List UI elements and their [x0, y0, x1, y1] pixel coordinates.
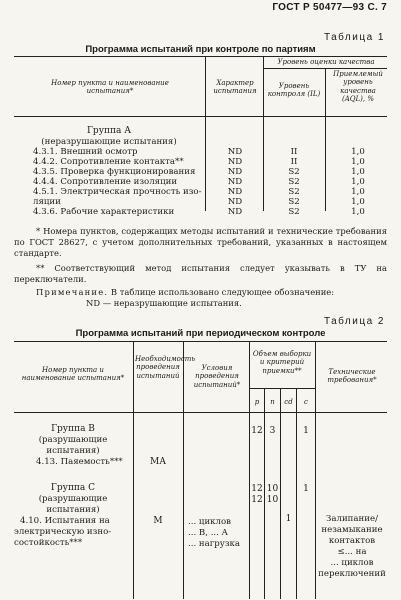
table2-title: Программа испытаний при периодическом контроле: [75, 328, 326, 339]
groupC-item1: 4.10. Испытания на: [20, 516, 110, 526]
table2-col-item: Номер пункта и наименование испытания*: [21, 366, 125, 383]
table1-col-character: Характер испытания: [213, 79, 257, 96]
table1-row-char: ND: [227, 177, 243, 187]
table1-col-aql: Приемлемый уровень качества (AQL), %: [333, 70, 383, 104]
table2-vline-3: [249, 341, 250, 599]
table1-row-aql: 1,0: [351, 147, 365, 157]
table1-row-item: ляции: [33, 197, 61, 207]
table1-col-item: Номер пункта и наименование испытания*: [51, 79, 169, 96]
groupC-sub1: (разрушающие: [38, 494, 108, 504]
groupC-cond1: ... циклов: [188, 517, 232, 527]
table1-row-il: S2: [288, 207, 300, 217]
table1-aql-col: [330, 147, 386, 217]
table1-row-char: ND: [227, 207, 243, 217]
groupB-n: 3: [269, 426, 276, 436]
table2-vline-5: [280, 388, 281, 599]
table2-header-rule: [14, 412, 387, 413]
table1-char-col: [210, 147, 260, 217]
table2-top-rule: [14, 341, 387, 342]
table1-row-item: 4.5.1. Электрическая прочность изо-: [33, 187, 202, 197]
groupC-n2: 10: [266, 495, 279, 505]
table1-row-char: ND: [227, 197, 243, 207]
table1-row-il: II: [290, 157, 298, 167]
table1-row-aql: 1,0: [351, 177, 365, 187]
groupC-item2: электрическую изно-: [14, 527, 112, 537]
remark-text: В таблице использовано следующее обозначение:: [110, 287, 335, 297]
table1-row-il: S2: [288, 177, 300, 187]
table1-row-char: ND: [227, 157, 243, 167]
table1-row-il: S2: [288, 197, 300, 207]
table1-row-aql: 1,0: [351, 187, 365, 197]
table1-row-aql: 1,0: [351, 167, 365, 177]
table1-row-il: S2: [288, 187, 300, 197]
groupB-sub2: испытания): [46, 446, 100, 456]
table1-group-name: Группа А: [86, 126, 132, 136]
table2-vline-2: [183, 341, 184, 599]
groupB-c: 1: [303, 426, 309, 436]
groupC-req2: незамыкание: [321, 525, 383, 535]
table1-row-aql: 1,0: [351, 157, 365, 167]
groupC-cond3: ... нагрузка: [188, 539, 241, 549]
groupC-name: Группа С: [50, 483, 96, 493]
table1-row-item: 4.3.1. Внешний осмотр: [33, 147, 138, 157]
table1-row-char: ND: [227, 167, 243, 177]
table1-items: [33, 147, 205, 217]
table1-row-char: ND: [227, 147, 243, 157]
remark-label: Примечание.: [36, 287, 109, 297]
remark-nd: ND — неразрушающие испытания.: [86, 298, 242, 308]
table1-title: Программа испытаний при контроле по партиям: [85, 44, 316, 55]
table2-col-volume: Объем выборки и критерий приемки**: [252, 350, 312, 375]
table1-group-sub: (неразрушающие испытания): [41, 137, 177, 147]
page-header: ГОСТ Р 50477—93 С. 7: [272, 2, 387, 13]
table1-vline-2: [263, 56, 264, 211]
footnote-2: ** Соответствующий метод испытания следует указывать в ТУ на переключатели.: [14, 263, 387, 284]
table2-col-cond: Условия проведения испытаний*: [193, 364, 241, 389]
table2-col-c: c: [304, 398, 308, 406]
table1-il-col: [266, 147, 322, 217]
groupC-need: М: [153, 516, 163, 526]
table1-col-quality: Уровень оценки качества: [277, 58, 375, 66]
table1-row-item: 4.4.4. Сопротивление изоляции: [33, 177, 178, 187]
groupC-sub2: испытания): [46, 505, 100, 515]
table2-col-cd: cd: [284, 398, 293, 406]
table2-sub-rule: [249, 388, 315, 389]
table2-col-req: Технические требования*: [327, 368, 377, 385]
table1-row-item: 4.3.5. Проверка функционирования: [33, 167, 196, 177]
table2-col-need: Необходимость проведения испытаний: [135, 355, 196, 380]
groupB-sub1: (разрушающие: [38, 435, 108, 445]
table1-row-aql: 1,0: [351, 207, 365, 217]
table1-row-il: S2: [288, 167, 300, 177]
groupC-n1: 10: [266, 484, 279, 494]
table1-header-rule: [14, 116, 387, 117]
table2-col-p: p: [254, 398, 260, 406]
table1-vline-3: [325, 68, 326, 211]
table2-vline-1: [133, 341, 134, 599]
groupC-c1: 1: [303, 484, 309, 494]
footnote-1: * Номера пунктов, содержащих методы испытаний и технические требования по ГОСТ 28627, с учетом дополнительных требований, указанных в настоящем стандарте.: [14, 226, 387, 258]
table2-col-n: n: [270, 398, 275, 406]
groupC-cd: 1: [285, 514, 292, 524]
remark: [36, 287, 387, 298]
table1-row-item: 4.3.6. Рабочие характеристики: [33, 207, 175, 217]
groupB-p: 12: [251, 426, 263, 436]
groupC-item3: состойкость***: [14, 538, 83, 548]
table1-vline-1: [205, 56, 206, 211]
groupB-need: МА: [149, 457, 167, 467]
table1-row-aql: 1,0: [351, 197, 365, 207]
groupB-name: Группа В: [51, 424, 95, 434]
table1-row-item: 4.4.2. Сопротивление контакта**: [33, 157, 184, 167]
groupC-req5: ... циклов: [330, 558, 374, 568]
table1-top-rule: [14, 56, 387, 57]
groupC-p2: 12: [251, 495, 263, 505]
groupC-req6: переключений: [318, 569, 386, 579]
table1-col-il: Уровень контроля (IL): [267, 82, 321, 99]
groupC-req1: Залипание/: [326, 514, 378, 524]
groupC-req4: ≤... на: [337, 547, 367, 557]
table1-row-char: ND: [227, 187, 243, 197]
groupC-p1: 12: [251, 484, 263, 494]
groupC-req3: контактов: [328, 536, 376, 546]
groupC-cond2: ... B, ... A: [188, 528, 228, 538]
groupB-item: 4.13. Паяемость***: [36, 457, 123, 467]
table1-caption: Таблица 1: [323, 32, 385, 43]
table1-row-il: II: [290, 147, 298, 157]
table2-caption: Таблица 2: [323, 316, 385, 327]
